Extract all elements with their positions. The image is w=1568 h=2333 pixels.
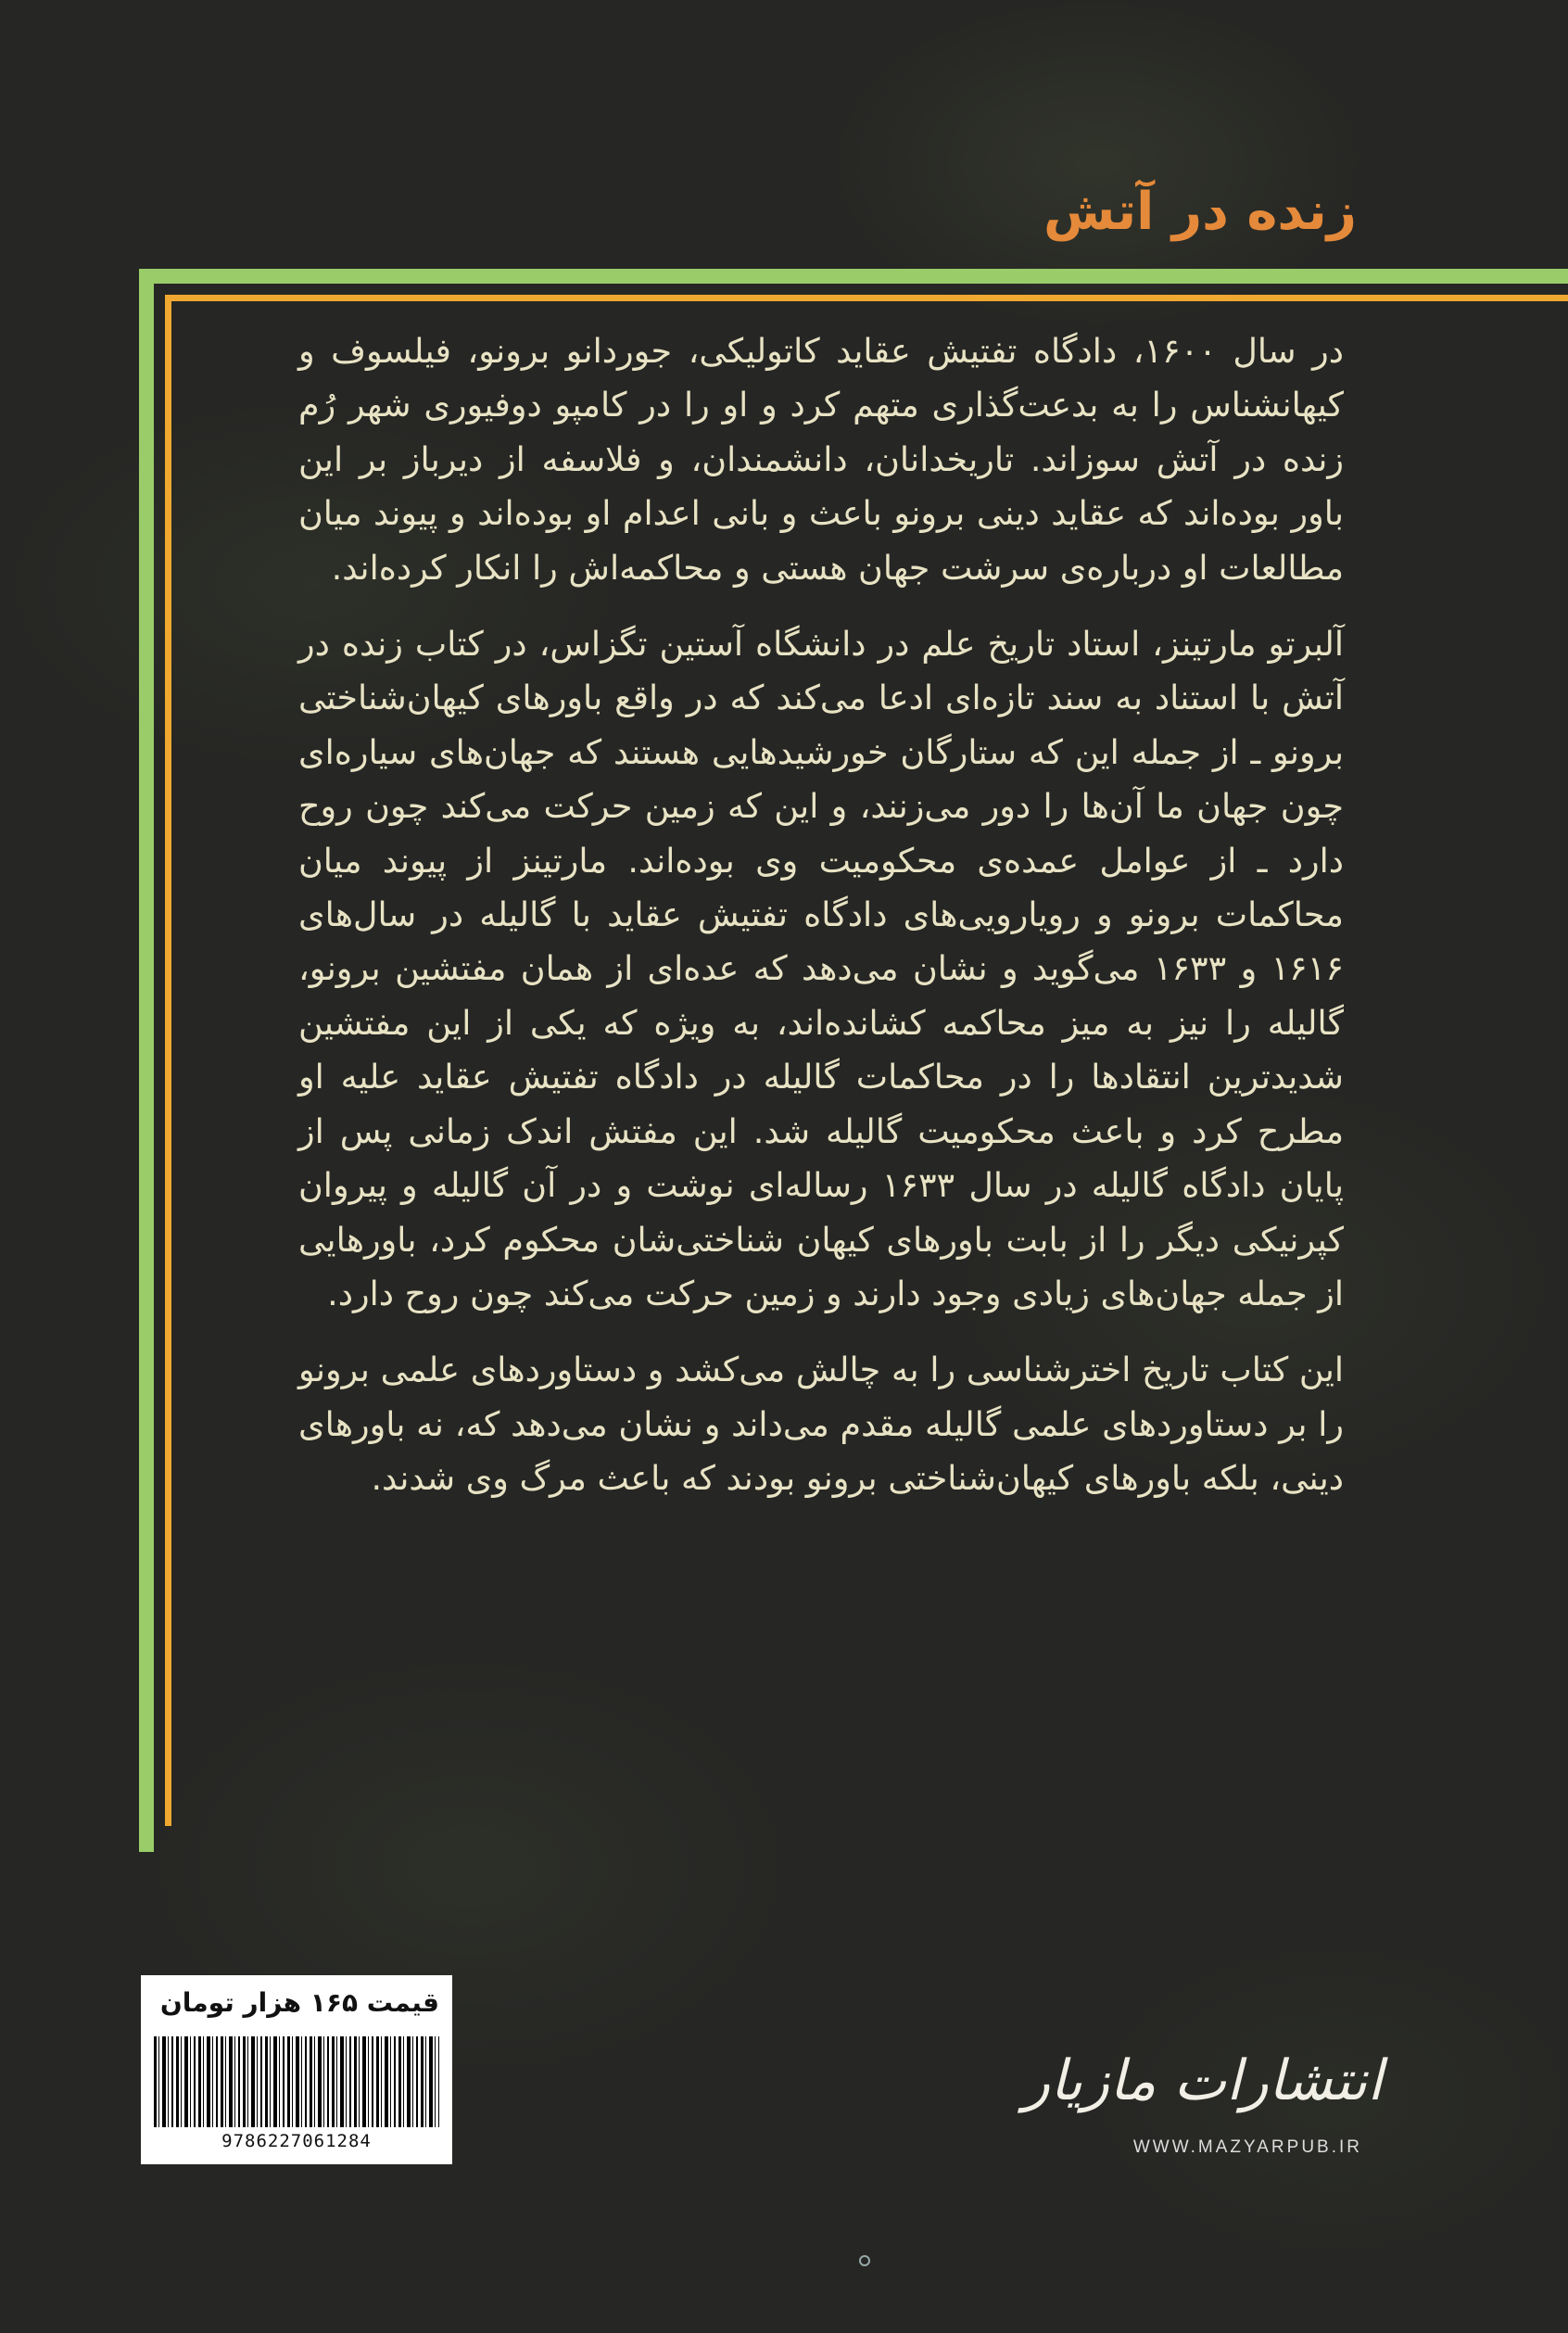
publisher-logo: انتشارات مازیار xyxy=(1023,2048,1383,2113)
blurb-paragraph-1: در سال ۱۶۰۰، دادگاه تفتیش عقاید کاتولیکی، جوردانو برونو، فیلسوف و کیهانشناس را به بدعت‌گذاری متهم کرد و او را در کامپو دوفیوری شهر رُم زنده در آتش سوزاند. تاریخدانان، دانشمندان، و فلاسفه از دیرباز بر این باور بوده‌اند که عقاید دینی برونو باعث و بانی اعدام او بوده‌اند و پیوند میان مطالعات او درباره‌ی سرشت جهان هستی و محاکمه‌اش را انکار کرده‌اند. xyxy=(298,331,1344,588)
publisher-website: WWW.MAZYARPUB.IR xyxy=(1132,2137,1362,2157)
spine-dot-mark xyxy=(859,2255,870,2266)
price-barcode-box xyxy=(141,1975,452,2164)
barcode-graphic xyxy=(154,2036,439,2127)
book-title: زنده در آتش xyxy=(1043,182,1357,242)
isbn-number: 9786227061284 xyxy=(221,2131,372,2151)
blurb-paragraph-2: آلبرتو مارتینز، استاد تاریخ علم در دانشگاه آستین تگزاس، در کتاب زنده در آتش با استناد به سند تازه‌ای ادعا می‌کند که در واقع باورهای کیهان‌شناختی برونو ـ از جمله این که ستارگان خورشیدهایی هستند که جهان‌های سیاره‌ای چون جهان ما آن‌ها را دور می‌زنند، و این که زمین حرکت می‌کند چون روح دارد ـ از عوامل عمده‌ی محکومیت وی بوده‌اند. مارتینز از پیوند میان محاکمات برونو و رویارویی‌های دادگاه تفتیش عقاید با گالیله در سال‌های ۱۶۱۶ و ۱۶۳۳ می‌گوید و نشان می‌دهد که عده‌ای از همان مفتشین برونو، گالیله را نیز به میز محاکمه کشانده‌اند، به ویژه که یکی از این مفتشین شدیدترین انتقادها را در محاکمات گالیله در دادگاه تفتیش عقاید علیه او مطرح کرد و باعث محکومیت گالیله شد. این مفتش اندک زمانی پس از پایان دادگاه گالیله در سال ۱۶۳۳ رساله‌ای نوشت و در آن گالیله و پیروان کپرنیکی دیگر را از بابت باورهای کیهان شناختی‌شان محکوم کرد، باورهایی از جمله جهان‌های زیادی وجود دارند و زمین حرکت می‌کند چون روح دارد. xyxy=(298,624,1344,1313)
blurb-text xyxy=(298,324,1344,1528)
price-label: قیمت ۱۶۵ هزار تومان xyxy=(159,1987,439,2018)
blurb-paragraph-3: این کتاب تاریخ اخترشناسی را به چالش می‌کشد و دستاوردهای علمی برونو را بر دستاوردهای علمی گالیله مقدم می‌داند و نشان می‌دهد که، نه باورهای دینی، بلکه باورهای کیهان‌شناختی برونو بودند که باعث مرگ وی شدند. xyxy=(298,1350,1344,1499)
